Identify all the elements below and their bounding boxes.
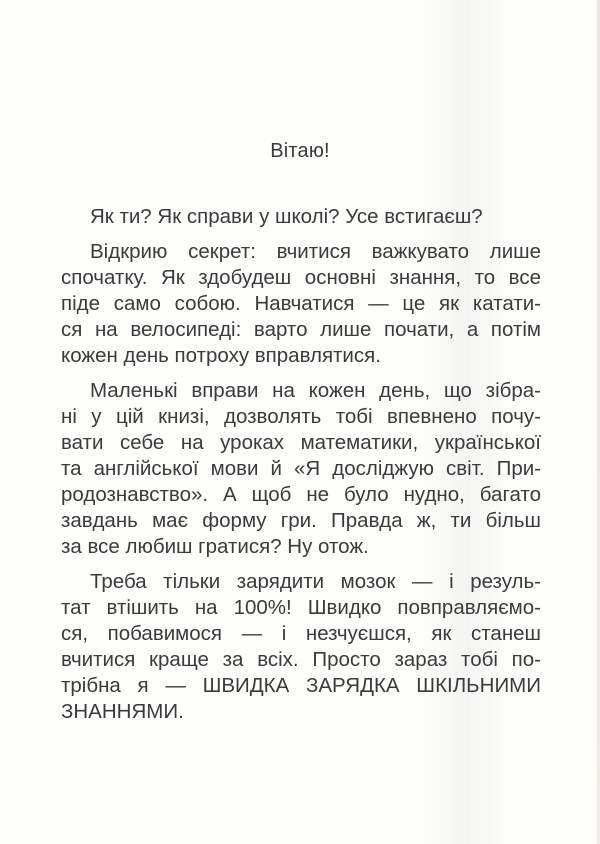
text-line: вчитися краще за всіх. Просто зараз тобі по- bbox=[61, 648, 541, 671]
paragraph-3 bbox=[61, 378, 541, 560]
text-line: кожен день потроху вправлятися. bbox=[61, 344, 381, 367]
paragraph-4 bbox=[61, 569, 541, 725]
text-line: та англійської мови й «Я досліджую світ. При- bbox=[61, 457, 541, 480]
letter-body bbox=[61, 204, 541, 734]
text-line: Відкрию секрет: вчитися важкувато лише bbox=[90, 240, 541, 263]
text-line: ся на велосипеді: варто лише почати, а потім bbox=[61, 318, 541, 341]
text-line: спочатку. Як здобудеш основні знання, то все bbox=[61, 266, 541, 289]
text-line: Як ти? Як справи у школі? Усе встигаєш? bbox=[90, 205, 483, 228]
text-line: вати себе на уроках математики, української bbox=[61, 431, 541, 454]
text-line: Маленькі вправи на кожен день, що зібра- bbox=[90, 379, 541, 402]
text-line: за все любиш гратися? Ну отож. bbox=[61, 535, 369, 558]
paragraph-1 bbox=[61, 204, 541, 230]
text-line: піде само собою. Навчатися — це як катати- bbox=[61, 292, 541, 315]
page-title: Вітаю! bbox=[270, 140, 330, 162]
text-line: ся, побавимося — і незчуєшся, як станеш bbox=[61, 622, 541, 645]
text-line: ні у цій книзі, дозволять тобі впевнено почу- bbox=[61, 405, 541, 428]
text-line: Треба тільки зарядити мозок — і резуль- bbox=[90, 570, 541, 593]
text-line: родознавство». А щоб не було нудно, багато bbox=[61, 483, 541, 506]
text-line: тат втішить на 100%! Швидко повправляємо- bbox=[61, 596, 541, 619]
text-line: трібна я — ШВИДКА ЗАРЯДКА ШКІЛЬНИМИ bbox=[61, 674, 541, 697]
paragraph-2 bbox=[61, 239, 541, 369]
text-line: ЗНАННЯМИ. bbox=[61, 700, 184, 723]
text-line: завдань має форму гри. Правда ж, ти більш bbox=[61, 509, 541, 532]
